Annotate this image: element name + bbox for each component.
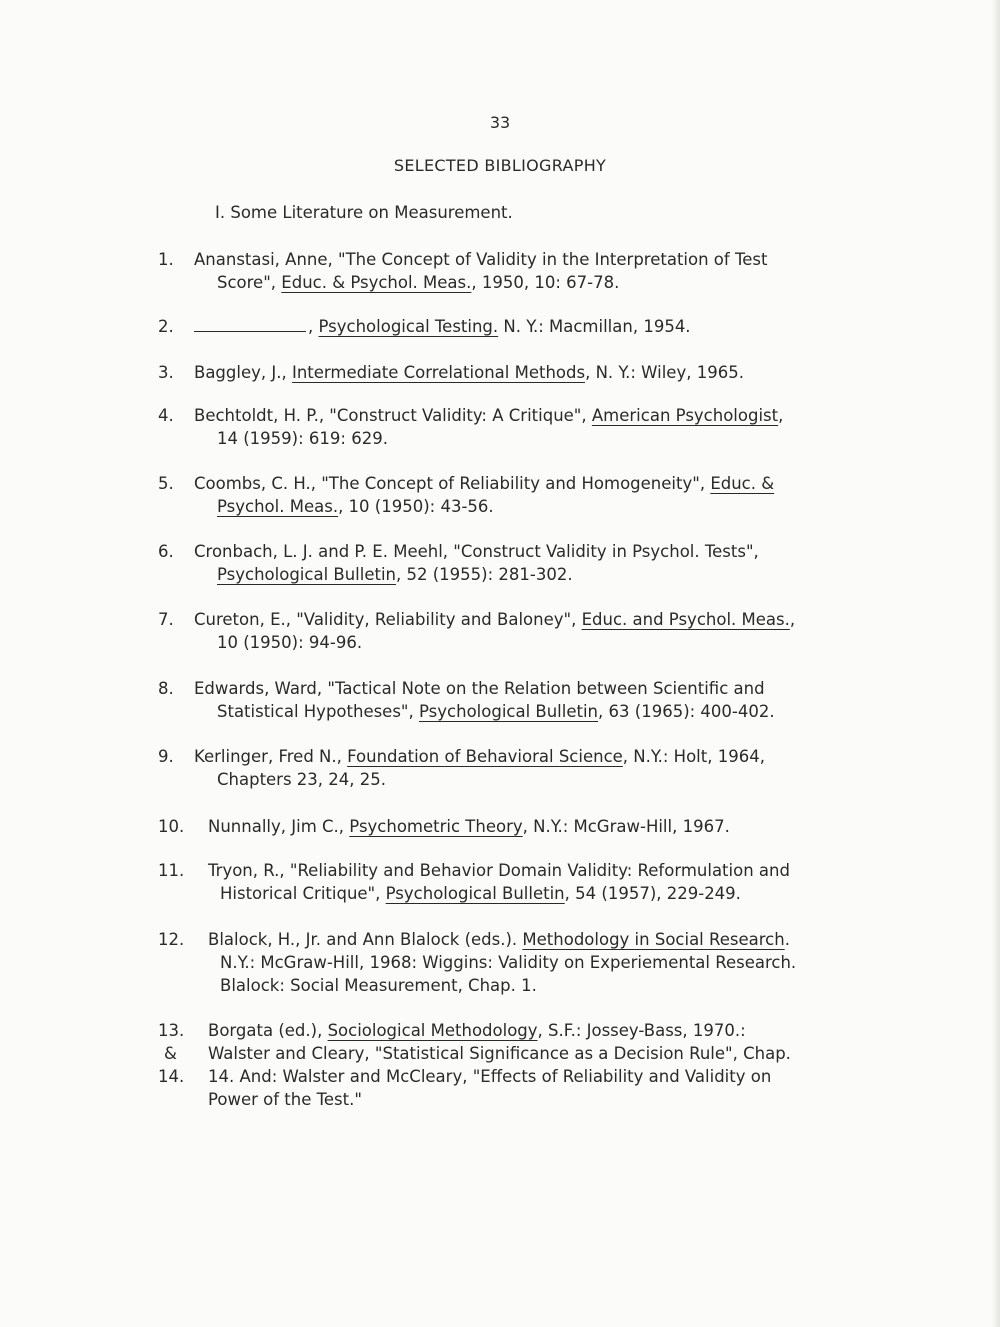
entry-number: 5. — [158, 474, 174, 493]
entry-line-2: Walster and Cleary, "Statistical Significance as a Decision Rule", Chap. — [208, 1044, 791, 1063]
entry-number: 7. — [158, 610, 174, 629]
bibliography-entry-2 — [158, 315, 958, 338]
entry-line-1: Ananstasi, Anne, "The Concept of Validity in the Interpretation of Test — [194, 250, 768, 269]
bibliography-entry-12 — [158, 928, 958, 997]
book-title: Psychological Testing. — [318, 317, 499, 336]
entry-number: 3. — [158, 363, 174, 382]
entry-line-2: Statistical Hypotheses", Psychological Bulletin, 63 (1965): 400-402. — [217, 702, 775, 721]
bibliography-entry-4 — [158, 404, 958, 450]
entry-number: 6. — [158, 542, 174, 561]
entry-line-1: Blalock, H., Jr. and Ann Blalock (eds.). Methodology in Social Research. — [208, 930, 790, 949]
entry-line-1: Edwards, Ward, "Tactical Note on the Relation between Scientific and — [194, 679, 765, 698]
entry-number: 13. — [158, 1021, 185, 1040]
entry-line-2: Psychological Bulletin, 52 (1955): 281-302. — [217, 565, 573, 584]
entry-line-2: Chapters 23, 24, 25. — [217, 770, 387, 789]
entry-line-2: Psychol. Meas., 10 (1950): 43-56. — [217, 497, 494, 516]
book-title: Intermediate Correlational Methods — [291, 363, 586, 382]
ditto-blank-line — [194, 317, 306, 332]
entry-line-1: Cureton, E., "Validity, Reliability and Baloney", Educ. and Psychol. Meas., — [194, 610, 796, 629]
bibliography-entry-3 — [158, 361, 958, 384]
entry-line-3: Blalock: Social Measurement, Chap. 1. — [220, 976, 537, 995]
entry-number: 11. — [158, 861, 185, 880]
journal-title: Educ. & — [710, 474, 775, 493]
entry-line-2: Historical Critique", Psychological Bulletin, 54 (1957), 229-249. — [220, 884, 741, 903]
journal-title: Educ. and Psychol. Meas. — [581, 610, 790, 629]
page-edge — [992, 0, 1000, 1327]
section-heading: I. Some Literature on Measurement. — [215, 203, 513, 222]
entry-line-1: Baggley, J., Intermediate Correlational Methods, N. Y.: Wiley, 1965. — [194, 363, 744, 382]
entry-line-2: 14 (1959): 619: 629. — [217, 429, 388, 448]
journal-title: Psychological Bulletin — [419, 702, 599, 721]
entry-number: 8. — [158, 679, 174, 698]
entry-line-2: 10 (1950): 94-96. — [217, 633, 363, 652]
bibliography-entry-6 — [158, 540, 958, 586]
bibliography-entry-1 — [158, 248, 958, 294]
entry-line-1: Cronbach, L. J. and P. E. Meehl, "Construct Validity in Psychol. Tests", — [194, 542, 759, 561]
entry-line-3: 14. And: Walster and McCleary, "Effects of Reliability and Validity on — [208, 1067, 772, 1086]
journal-title: Educ. & Psychol. Meas. — [281, 273, 472, 292]
entry-number: 1. — [158, 250, 174, 269]
entry-number: 4. — [158, 406, 174, 425]
page-title: SELECTED BIBLIOGRAPHY — [393, 156, 607, 175]
book-title: Methodology in Social Research — [522, 930, 785, 949]
bibliography-entry-13-14 — [158, 1019, 958, 1111]
entry-line-2: Score", Educ. & Psychol. Meas., 1950, 10: 67-78. — [217, 273, 620, 292]
bibliography-entry-9 — [158, 745, 958, 791]
entry-line-2: N.Y.: McGraw-Hill, 1968: Wiggins: Validity on Experiemental Research. — [220, 953, 797, 972]
bibliography-entry-7 — [158, 608, 958, 654]
entry-number: 12. — [158, 930, 185, 949]
entry-number-ampersand: & — [164, 1044, 177, 1063]
page-number: 33 — [489, 113, 511, 132]
journal-title: American Psychologist — [591, 406, 779, 425]
entry-line-4: Power of the Test." — [208, 1090, 362, 1109]
bibliography-entry-11 — [158, 859, 958, 905]
book-title: Sociological Methodology — [327, 1021, 538, 1040]
entry-number: 10. — [158, 817, 185, 836]
journal-title: Psychological Bulletin — [385, 884, 565, 903]
book-title: Psychometric Theory — [349, 817, 523, 836]
entry-number: 2. — [158, 317, 174, 336]
entry-line-1: Nunnally, Jim C., Psychometric Theory, N.Y.: McGraw-Hill, 1967. — [208, 817, 730, 836]
book-title: Foundation of Behavioral Science — [347, 747, 623, 766]
entry-line-1: Bechtoldt, H. P., "Construct Validity: A Critique", American Psychologist, — [194, 406, 784, 425]
entry-line-1: Borgata (ed.), Sociological Methodology, S.F.: Jossey-Bass, 1970.: — [208, 1021, 746, 1040]
entry-number-stack — [158, 1019, 184, 1088]
bibliography-entry-5 — [158, 472, 958, 518]
entry-line-1: Coombs, C. H., "The Concept of Reliability and Homogeneity", Educ. & — [194, 474, 775, 493]
entry-number: 14. — [158, 1067, 185, 1086]
entry-line-1: Tryon, R., "Reliability and Behavior Domain Validity: Reformulation and — [208, 861, 790, 880]
journal-title: Psychol. Meas. — [217, 497, 339, 516]
bibliography-entry-8 — [158, 677, 958, 723]
journal-title: Psychological Bulletin — [217, 565, 397, 584]
entry-line-1: , Psychological Testing. N. Y.: Macmillan, 1954. — [158, 315, 958, 338]
entry-line-1: Kerlinger, Fred N., Foundation of Behavioral Science, N.Y.: Holt, 1964, — [194, 747, 765, 766]
entry-number: 9. — [158, 747, 174, 766]
bibliography-entry-10 — [158, 815, 958, 838]
